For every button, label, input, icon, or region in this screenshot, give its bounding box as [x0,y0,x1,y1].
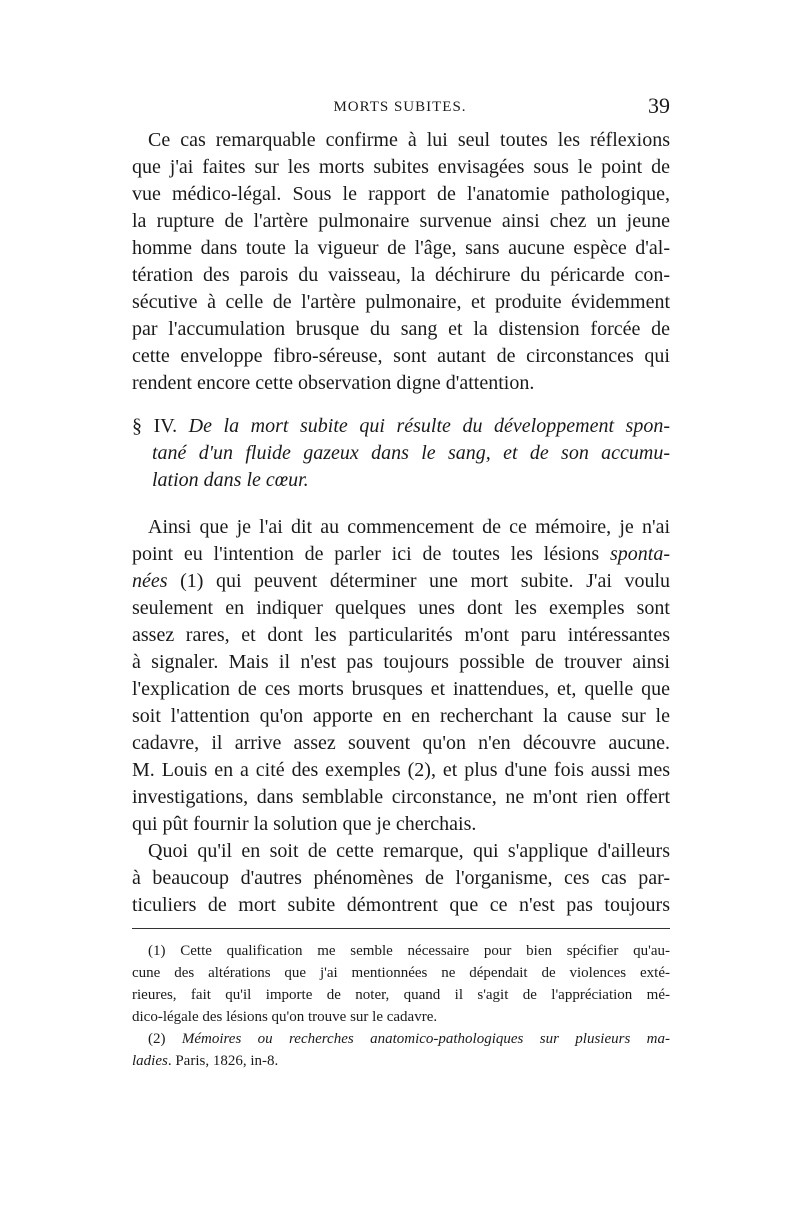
footnote-line: dico-légale des lésions qu'on trouve sur le cadavre. [132,1009,438,1025]
text-span: (1) qui peuvent déterminer une mort subite. J'ai voulu [167,570,670,592]
text-line [132,541,670,568]
text-line: l'explication de ces morts brusques et inattendues, et, quelle que [132,678,670,700]
page-number: 39 [648,93,670,118]
text-line: la rupture de l'artère pulmonaire survenue ainsi chez un jeune [132,210,670,232]
text-line: cette enveloppe fibro-séreuse, sont autant de circonstances qui [132,345,670,367]
heading-text: De la mort subite qui résulte du développement spon- [188,415,671,437]
italic-term: nées [132,570,168,592]
text-line [132,568,670,595]
text-line: M. Louis en a cité des exemples (2), et plus d'une fois aussi mes [132,759,670,781]
running-title: MORTS SUBITES. [333,99,467,115]
text-line: soit l'attention qu'on apporte en en recherchant la cause sur le [132,705,670,727]
heading-line: lation dans le cœur. [152,469,309,491]
text-line: tération des parois du vaisseau, la déchirure du péricarde con- [132,264,670,286]
footnote-line: (1) Cette qualification me semble nécessaire pour bien spécifier qu'au- [148,943,670,959]
footnote-line [132,1050,670,1072]
text-line: Ce cas remarquable confirme à lui seul toutes les réflexions [148,129,670,151]
text-line: à beaucoup d'autres phénomènes de l'organisme, ces cas par- [132,867,670,889]
text-line: qui pût fournir la solution que je cherchais. [132,813,477,835]
text-line: rendent encore cette observation digne d'attention. [132,372,535,394]
text-span: point eu l'intention de parler ici de toutes les lésions [132,543,610,565]
heading-line [132,413,670,440]
citation-title: Mémoires ou recherches anatomico-pathologiques sur plusieurs ma- [181,1031,670,1047]
text-line: assez rares, et dont les particularités m'ont paru intéressantes [132,624,670,646]
text-line: seulement en indiquer quelques unes dont les exemples sont [132,597,670,619]
italic-term: sponta- [610,543,670,565]
running-head [130,93,670,121]
heading-line: tané d'un fluide gazeux dans le sang, et de son accumu- [152,442,670,464]
text-line: que j'ai faites sur les morts subites envisagées sous le point de [132,156,670,178]
footnote-rule [132,928,670,929]
footnote-line: cune des altérations que j'ai mentionnées ne dépendait de violences exté- [132,965,670,981]
text-line: sécutive à celle de l'artère pulmonaire, et produite évidemment [132,291,670,313]
footnote-line: rieures, fait qu'il importe de noter, quand il s'agit de l'appréciation mé- [132,987,670,1003]
text-line: vue médico-légal. Sous le rapport de l'anatomie pathologique, [132,183,670,205]
text-line: investigations, dans semblable circonstance, ne m'ont rien offert [132,786,670,808]
text-line: à signaler. Mais il n'est pas toujours possible de trouver ainsi [132,651,670,673]
text-line: cadavre, il arrive assez souvent qu'on n'en découvre aucune. [132,732,670,754]
footnote-number: (2) [148,1031,182,1047]
text-line: par l'accumulation brusque du sang et la distension forcée de [132,318,670,340]
section-mark: § IV. [132,415,178,437]
footnote-line [148,1028,670,1050]
text-line: Quoi qu'il en soit de cette remarque, qui s'applique d'ailleurs [148,840,670,862]
text-line: Ainsi que je l'ai dit au commencement de ce mémoire, je n'ai [148,516,670,538]
text-line: homme dans toute la vigueur de l'âge, sans aucune espèce d'al- [132,237,670,259]
citation-title: ladies [132,1053,168,1069]
text-line: ticuliers de mort subite démontrent que ce n'est pas toujours [132,894,670,916]
citation-details: . Paris, 1826, in-8. [167,1053,279,1069]
